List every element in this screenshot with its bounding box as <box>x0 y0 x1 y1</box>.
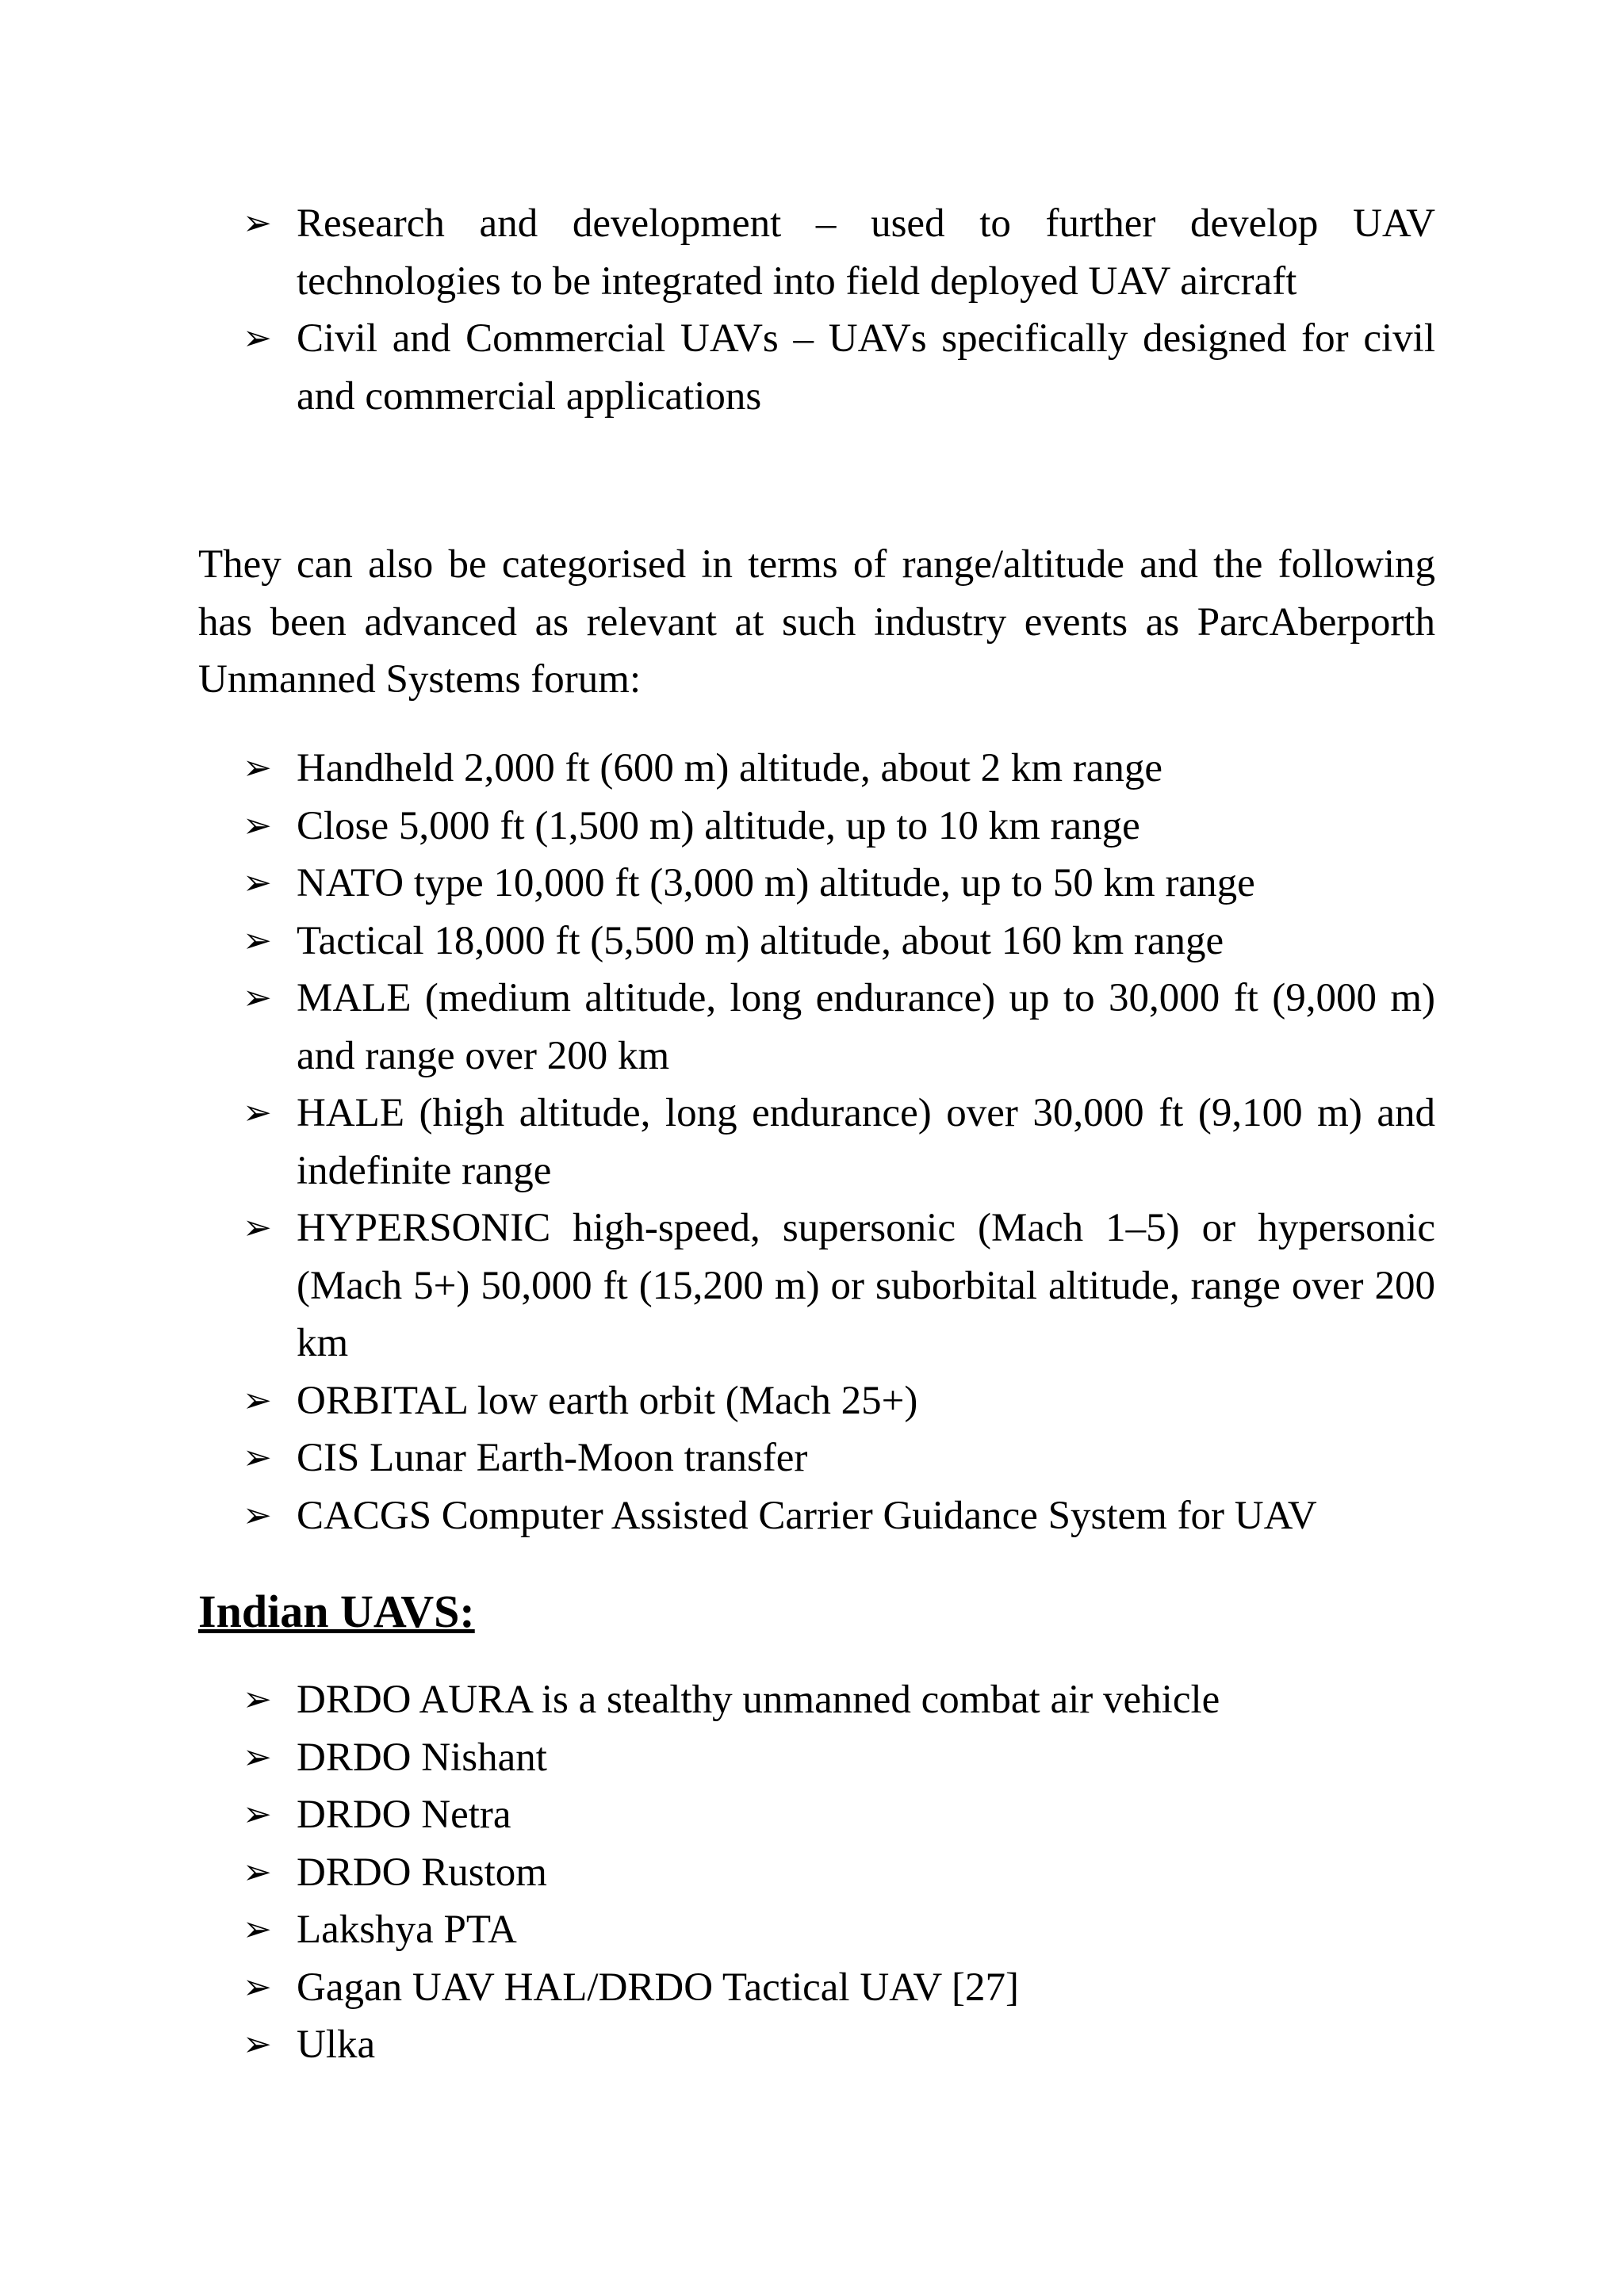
arrow-bullet-icon: ➢ <box>243 319 272 358</box>
list-item-text: HYPERSONIC high-speed, supersonic (Mach 1–5) or hypersonic (Mach 5+) 50,000 ft (15,200 m) or suborbital altitude, range over 200 km <box>297 1206 1435 1365</box>
list-item <box>243 798 1435 855</box>
list-item <box>243 310 1435 425</box>
list-item-text: Research and development – used to further develop UAV technologies to be integrated into field deployed UAV aircraft <box>297 201 1435 304</box>
arrow-bullet-icon: ➢ <box>243 1093 272 1132</box>
arrow-bullet-icon: ➢ <box>243 1208 272 1247</box>
arrow-bullet-icon: ➢ <box>243 863 272 902</box>
arrow-bullet-icon: ➢ <box>243 806 272 845</box>
list-item <box>243 1901 1435 1959</box>
arrow-bullet-icon: ➢ <box>243 1737 272 1777</box>
list-item <box>243 740 1435 798</box>
list-item-text: Handheld 2,000 ft (600 m) altitude, about 2 km range <box>297 746 1162 790</box>
list-item-text: DRDO Nishant <box>297 1735 547 1780</box>
list-item-text: CACGS Computer Assisted Carrier Guidance System for UAV <box>297 1493 1317 1538</box>
list-item <box>243 1959 1435 2017</box>
arrow-bullet-icon: ➢ <box>243 1438 272 1477</box>
list-item <box>243 1372 1435 1430</box>
list-item <box>243 1729 1435 1787</box>
list-item <box>243 1844 1435 1902</box>
arrow-bullet-icon: ➢ <box>243 1967 272 2007</box>
list-item-text: Tactical 18,000 ft (5,500 m) altitude, about 160 km range <box>297 918 1224 963</box>
arrow-bullet-icon: ➢ <box>243 978 272 1017</box>
list-item-text: Civil and Commercial UAVs – UAVs specifically designed for civil and commercial applications <box>297 316 1435 419</box>
indian-uavs-list <box>243 1671 1435 2074</box>
list-item-text: Gagan UAV HAL/DRDO Tactical UAV [27] <box>297 1965 1020 2010</box>
arrow-bullet-icon: ➢ <box>243 1495 272 1535</box>
list-item-text: DRDO Netra <box>297 1793 511 1837</box>
list-item <box>243 195 1435 310</box>
list-item <box>243 913 1435 970</box>
arrow-bullet-icon: ➢ <box>243 1852 272 1892</box>
list-item-text: Ulka <box>297 2022 376 2067</box>
indian-uavs-heading: Indian UAVS: <box>198 1586 475 1637</box>
list-item-text: Lakshya PTA <box>297 1908 517 1952</box>
list-item-text: Close 5,000 ft (1,500 m) altitude, up to 10 km range <box>297 803 1140 848</box>
arrow-bullet-icon: ➢ <box>243 1795 272 1834</box>
arrow-bullet-icon: ➢ <box>243 2025 272 2064</box>
range-intro-paragraph: They can also be categorised in terms of range/altitude and the following has been advanced as relevant at such industry events as ParcAberporth Unmanned Systems forum: <box>198 542 1435 702</box>
list-item-text: DRDO AURA is a stealthy unmanned combat air vehicle <box>297 1678 1220 1722</box>
list-item <box>243 1671 1435 1729</box>
list-item <box>243 1487 1435 1545</box>
list-item <box>243 2016 1435 2074</box>
arrow-bullet-icon: ➢ <box>243 1910 272 1949</box>
list-item-text: DRDO Rustom <box>297 1850 547 1895</box>
arrow-bullet-icon: ➢ <box>243 748 272 787</box>
list-item-text: CIS Lunar Earth-Moon transfer <box>297 1436 808 1480</box>
list-item <box>243 1085 1435 1200</box>
list-item <box>243 1786 1435 1844</box>
arrow-bullet-icon: ➢ <box>243 1380 272 1420</box>
list-item <box>243 970 1435 1085</box>
list-item <box>243 1429 1435 1487</box>
arrow-bullet-icon: ➢ <box>243 920 272 960</box>
list-item-text: HALE (high altitude, long endurance) over 30,000 ft (9,100 m) and indefinite range <box>297 1091 1435 1193</box>
arrow-bullet-icon: ➢ <box>243 204 272 243</box>
uav-types-list <box>243 195 1435 425</box>
arrow-bullet-icon: ➢ <box>243 1680 272 1719</box>
list-item-text: ORBITAL low earth orbit (Mach 25+) <box>297 1378 918 1423</box>
list-item-text: MALE (medium altitude, long endurance) up to 30,000 ft (9,000 m) and range over 200 km <box>297 976 1435 1078</box>
list-item-text: NATO type 10,000 ft (3,000 m) altitude, up to 50 km range <box>297 861 1255 905</box>
list-item <box>243 855 1435 913</box>
list-item <box>243 1200 1435 1372</box>
range-altitude-list <box>243 740 1435 1544</box>
